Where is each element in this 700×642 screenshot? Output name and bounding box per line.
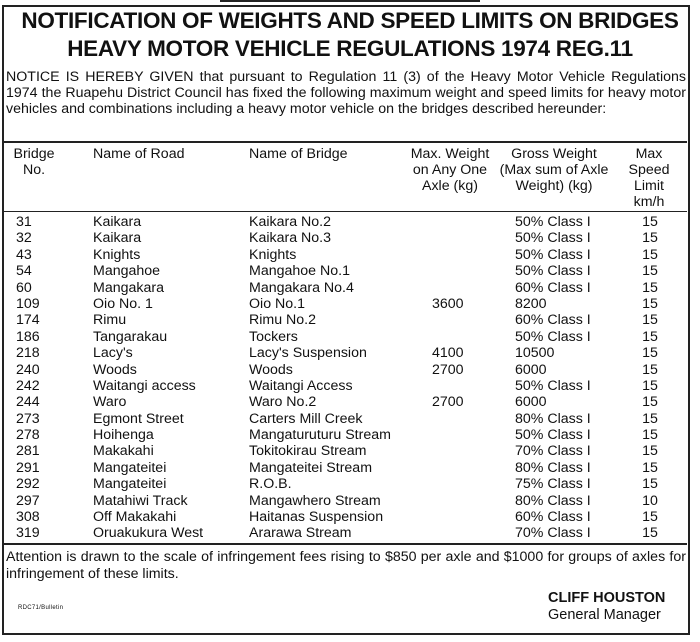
attention-paragraph: Attention is drawn to the scale of infringement fees rising to $850 per axle and $1000 for groups of axles for infringement of these limits. (6, 549, 686, 582)
bridge-name-cell: Waitangi Access (249, 377, 353, 394)
bridge-name-cell: Mangahoe No.1 (249, 263, 350, 280)
speed-limit-cell: 15 (642, 295, 658, 312)
road-cell: Matahiwi Track (93, 492, 188, 509)
gross-weight-cell: 80% Class I (515, 492, 591, 509)
max-weight-cell: 2700 (432, 394, 464, 411)
bridge-no-cell: 240 (16, 361, 40, 378)
road-cell: Waro (93, 394, 127, 411)
gross-weight-cell: 50% Class I (515, 246, 591, 263)
road-cell: Mangahoe (93, 263, 161, 280)
table-row (0, 247, 700, 263)
gross-weight-cell: 50% Class I (515, 377, 591, 394)
bridge-name-cell: Kaikara No.3 (249, 230, 332, 247)
bridge-name-cell: Rimu No.2 (249, 312, 317, 329)
gross-weight-cell: 60% Class I (515, 509, 591, 526)
gross-weight-cell: 50% Class I (515, 263, 591, 280)
road-cell: Mangakara (93, 279, 164, 296)
table-row (0, 509, 700, 525)
header-gross-weight: Gross Weight (Max sum of Axle Weight) (kg) (499, 146, 609, 194)
bridge-no-cell: 278 (16, 427, 40, 444)
page-title: NOTIFICATION OF WEIGHTS AND SPEED LIMITS ON BRIDGES (21, 8, 679, 33)
speed-limit-cell: 15 (642, 509, 658, 526)
bridge-no-cell: 31 (16, 214, 32, 230)
table-row (0, 394, 700, 410)
road-cell: Mangateitei (93, 459, 167, 476)
header-bridge: Name of Bridge (249, 146, 348, 162)
road-cell: Hoihenga (93, 427, 154, 444)
road-cell: Lacy's (93, 345, 133, 362)
speed-limit-cell: 15 (642, 525, 658, 542)
bridge-no-cell: 60 (16, 279, 32, 296)
bridge-no-cell: 54 (16, 263, 32, 280)
bridge-no-cell: 291 (16, 459, 40, 476)
road-cell: Off Makakahi (93, 509, 177, 526)
header-bridge-no: Bridge No. (13, 146, 55, 178)
bridge-no-cell: 292 (16, 476, 40, 493)
speed-limit-cell: 15 (642, 214, 658, 230)
bridge-no-cell: 281 (16, 443, 40, 460)
speed-limit-cell: 15 (642, 459, 658, 476)
header-road: Name of Road (93, 146, 185, 162)
table-row (0, 263, 700, 279)
speed-limit-cell: 15 (642, 328, 658, 345)
table-row (0, 378, 700, 394)
gross-weight-cell: 60% Class I (515, 279, 591, 296)
table-row (0, 460, 700, 476)
bridge-no-cell: 32 (16, 230, 32, 247)
table-row (0, 362, 700, 378)
max-weight-cell: 4100 (432, 345, 464, 362)
table-row (0, 427, 700, 443)
speed-limit-cell: 15 (642, 312, 658, 329)
bridge-no-cell: 297 (16, 492, 40, 509)
road-cell: Waitangi access (93, 377, 196, 394)
bridge-name-cell: Ararawa Stream (249, 525, 352, 542)
bridge-name-cell: Carters Mill Creek (249, 410, 363, 427)
road-cell: Kaikara (93, 230, 142, 247)
bridge-no-cell: 273 (16, 410, 40, 427)
speed-limit-cell: 15 (642, 377, 658, 394)
road-cell: Mangateitei (93, 476, 167, 493)
speed-limit-cell: 15 (642, 476, 658, 493)
bridge-no-cell: 244 (16, 394, 40, 411)
bridge-no-cell: 43 (16, 246, 32, 263)
bridge-name-cell: Knights (249, 246, 297, 263)
header-max-weight: Max. Weight on Any One Axle (kg) (410, 146, 490, 194)
bridge-no-cell: 319 (16, 525, 40, 542)
table-row (0, 525, 700, 541)
gross-weight-cell: 80% Class I (515, 410, 591, 427)
road-cell: Kaikara (93, 214, 142, 230)
bridge-name-cell: Mangaturuturu Stream (249, 427, 391, 444)
table-body (0, 214, 700, 542)
bridge-no-cell: 308 (16, 509, 40, 526)
bridge-name-cell: Woods (249, 361, 293, 378)
road-cell: Makakahi (93, 443, 154, 460)
speed-limit-cell: 15 (642, 246, 658, 263)
gross-weight-cell: 75% Class I (515, 476, 591, 493)
table-row (0, 230, 700, 246)
bridge-name-cell: Tokitokirau Stream (249, 443, 367, 460)
table-row (0, 280, 700, 296)
bridge-name-cell: Tockers (249, 328, 298, 345)
table-row (0, 214, 700, 230)
top-rule (220, 0, 480, 2)
reference-code: RDC71/Bulletin (18, 605, 64, 611)
bridge-no-cell: 218 (16, 345, 40, 362)
gross-weight-cell: 50% Class I (515, 214, 591, 230)
table-row (0, 345, 700, 361)
speed-limit-cell: 15 (642, 443, 658, 460)
gross-weight-cell: 50% Class I (515, 230, 591, 247)
gross-weight-cell: 8200 (515, 295, 547, 312)
speed-limit-cell: 15 (642, 230, 658, 247)
gross-weight-cell: 70% Class I (515, 525, 591, 542)
table-row (0, 493, 700, 509)
bridge-name-cell: Haitanas Suspension (249, 509, 384, 526)
max-weight-cell: 3600 (432, 295, 464, 312)
road-cell: Oio No. 1 (93, 295, 153, 312)
table-row (0, 411, 700, 427)
gross-weight-cell: 10500 (515, 345, 555, 362)
bridge-name-cell: R.O.B. (249, 476, 292, 493)
gross-weight-cell: 6000 (515, 394, 547, 411)
bridge-no-cell: 186 (16, 328, 40, 345)
page-subtitle: HEAVY MOTOR VEHICLE REGULATIONS 1974 REG.11 (67, 36, 633, 61)
max-weight-cell: 2700 (432, 361, 464, 378)
table-row (0, 329, 700, 345)
notice-paragraph: NOTICE IS HEREBY GIVEN that pursuant to Regulation 11 (3) of the Heavy Motor Vehicle Regulations 1974 the Ruapehu District Council has fixed the following maximum weight and speed limits for heavy motor vehicles and combinations including a heavy motor vehicle on the bridges described hereunder: (6, 69, 686, 117)
bridge-name-cell: Lacy's Suspension (249, 345, 367, 362)
bridge-name-cell: Kaikara No.2 (249, 214, 332, 230)
table-row (0, 296, 700, 312)
bridge-name-cell: Mangawhero Stream (249, 492, 381, 509)
header-divider (4, 211, 687, 212)
gross-weight-cell: 50% Class I (515, 427, 591, 444)
bridge-name-cell: Mangakara No.4 (249, 279, 354, 296)
bridge-name-cell: Mangateitei Stream (249, 459, 373, 476)
gross-weight-cell: 80% Class I (515, 459, 591, 476)
road-cell: Knights (93, 246, 141, 263)
speed-limit-cell: 15 (642, 394, 658, 411)
speed-limit-cell: 15 (642, 427, 658, 444)
signer-name: CLIFF HOUSTON (548, 590, 666, 606)
gross-weight-cell: 70% Class I (515, 443, 591, 460)
bridge-name-cell: Oio No.1 (249, 295, 305, 312)
header-speed: Max Speed Limit km/h (628, 146, 670, 210)
road-cell: Tangarakau (93, 328, 168, 345)
signer-title: General Manager (548, 607, 661, 623)
road-cell: Egmont Street (93, 410, 184, 427)
speed-limit-cell: 15 (642, 361, 658, 378)
speed-limit-cell: 15 (642, 263, 658, 280)
road-cell: Oruakukura West (93, 525, 204, 542)
gross-weight-cell: 6000 (515, 361, 547, 378)
road-cell: Rimu (93, 312, 127, 329)
speed-limit-cell: 15 (642, 279, 658, 296)
bridge-name-cell: Waro No.2 (249, 394, 317, 411)
gross-weight-cell: 60% Class I (515, 312, 591, 329)
table-row (0, 443, 700, 459)
table-row (0, 476, 700, 492)
bridge-no-cell: 242 (16, 377, 40, 394)
gross-weight-cell: 50% Class I (515, 328, 591, 345)
speed-limit-cell: 15 (642, 410, 658, 427)
bridge-no-cell: 109 (16, 295, 40, 312)
road-cell: Woods (93, 361, 137, 378)
speed-limit-cell: 15 (642, 345, 658, 362)
table-row (0, 312, 700, 328)
bridge-no-cell: 174 (16, 312, 40, 329)
speed-limit-cell: 10 (642, 492, 658, 509)
